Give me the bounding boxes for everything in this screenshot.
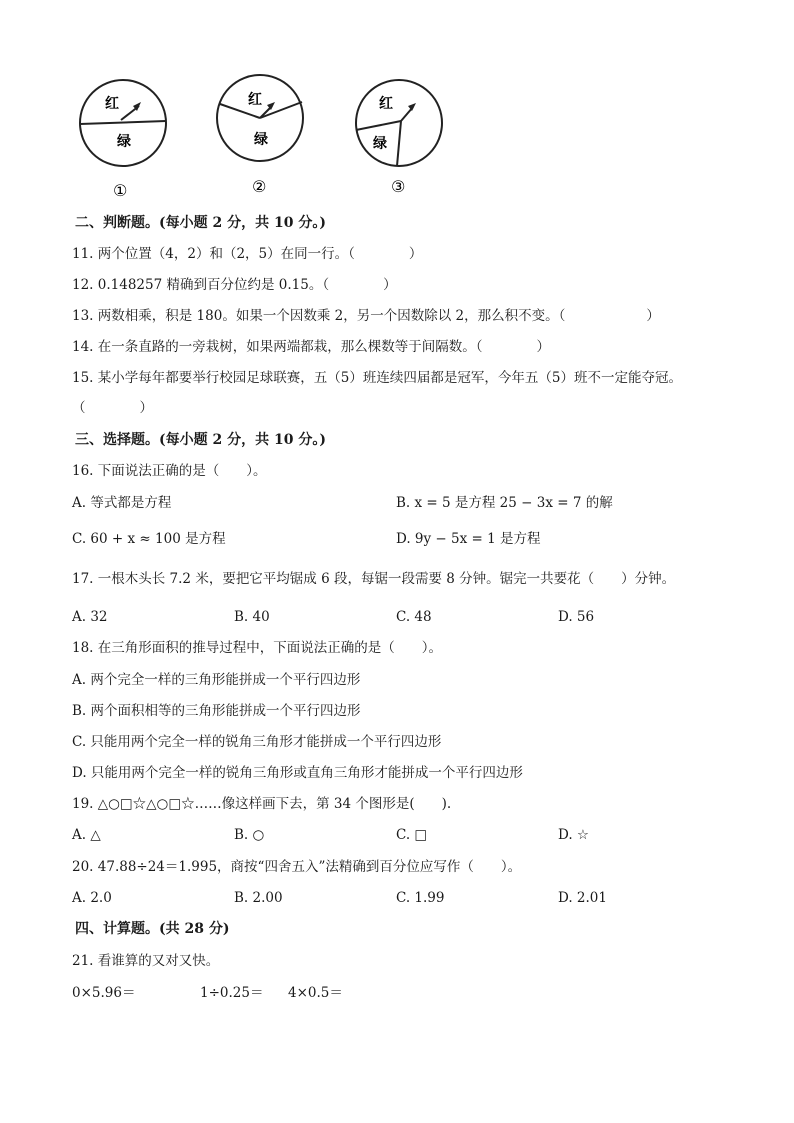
spinner-1-number: ① bbox=[113, 181, 128, 200]
question-19-option-a: A. △ bbox=[72, 827, 101, 843]
question-18-option-b: B. 两个面积相等的三角形能拼成一个平行四边形 bbox=[72, 703, 361, 719]
spinner-3 bbox=[353, 78, 453, 202]
question-16-option-b: B. x = 5 是方程 25 − 3x = 7 的解 bbox=[396, 495, 613, 511]
question-19-option-c: C. □ bbox=[396, 827, 428, 843]
spinner-2-number: ② bbox=[252, 177, 267, 196]
question-17-option-d: D. 56 bbox=[558, 609, 595, 625]
question-20-option-a: A. 2.0 bbox=[72, 890, 112, 906]
spinner-2-green-label: 绿 bbox=[254, 132, 268, 148]
spinner-2 bbox=[214, 74, 314, 198]
spinner-1-red-label: 红 bbox=[105, 96, 119, 112]
spinner-3-green-label: 绿 bbox=[373, 136, 387, 152]
question-16-option-a: A. 等式都是方程 bbox=[72, 495, 172, 511]
question-12: 12. 0.148257 精确到百分位约是 0.15。（ ） bbox=[72, 277, 397, 293]
spinner-3-red-label: 红 bbox=[379, 96, 393, 112]
question-15-answer: （ ） bbox=[72, 400, 153, 416]
question-18-stem: 18. 在三角形面积的推导过程中，下面说法正确的是（ ）。 bbox=[72, 640, 443, 656]
spinner-1-green-label: 绿 bbox=[117, 134, 131, 150]
question-17-stem: 17. 一根木头长 7.2 米，要把它平均锯成 6 段，每锯一段需要 8 分钟。锯完一共要花（ ）分钟。 bbox=[72, 571, 676, 587]
spinner-2-red-label: 红 bbox=[248, 92, 262, 108]
spinner-1 bbox=[75, 78, 175, 202]
question-18-option-c: C. 只能用两个完全一样的锐角三角形才能拼成一个平行四边形 bbox=[72, 734, 442, 750]
question-17-option-b: B. 40 bbox=[234, 609, 270, 625]
question-14: 14. 在一条直路的一旁栽树，如果两端都栽，那么棵数等于间隔数。（ ） bbox=[72, 339, 551, 355]
question-18-option-d: D. 只能用两个完全一样的锐角三角形或直角三角形才能拼成一个平行四边形 bbox=[72, 765, 523, 781]
calc-expression-3: 4×0.5＝ bbox=[288, 985, 343, 1001]
question-21-stem: 21. 看谁算的又对又快。 bbox=[72, 953, 220, 969]
question-19-option-d: D. ☆ bbox=[558, 827, 590, 843]
section-judge-title: 二、判断题。(每小题 2 分，共 10 分。) bbox=[75, 215, 326, 231]
question-19-option-b: B. ○ bbox=[234, 827, 265, 843]
question-20-option-b: B. 2.00 bbox=[234, 890, 283, 906]
question-16-option-d: D. 9y − 5x = 1 是方程 bbox=[396, 531, 541, 547]
question-19-stem: 19. △○□☆△○□☆……像这样画下去，第 34 个图形是( ). bbox=[72, 796, 452, 812]
question-13: 13. 两数相乘，积是 180。如果一个因数乘 2，另一个因数除以 2，那么积不变。（ ） bbox=[72, 308, 660, 324]
question-16-stem: 16. 下面说法正确的是（ ）。 bbox=[72, 463, 267, 479]
spinner-3-number: ③ bbox=[391, 177, 406, 196]
section-calc-title: 四、计算题。(共 28 分) bbox=[75, 921, 230, 937]
section-choice-title: 三、选择题。(每小题 2 分，共 10 分。) bbox=[75, 432, 326, 448]
question-11: 11. 两个位置（4，2）和（2，5）在同一行。（ ） bbox=[72, 246, 423, 262]
question-20-option-d: D. 2.01 bbox=[558, 890, 607, 906]
question-20-option-c: C. 1.99 bbox=[396, 890, 445, 906]
question-16-option-c: C. 60 + x ≈ 100 是方程 bbox=[72, 531, 226, 547]
question-17-option-c: C. 48 bbox=[396, 609, 432, 625]
question-20-stem: 20. 47.88÷24＝1.995，商按“四舍五入”法精确到百分位应写作（ ）。 bbox=[72, 859, 522, 875]
calc-expression-1: 0×5.96＝ bbox=[72, 985, 136, 1001]
question-15: 15. 某小学每年都要举行校园足球联赛，五（5）班连续四届都是冠军，今年五（5）班不一定能夺冠。 bbox=[72, 370, 682, 386]
question-17-option-a: A. 32 bbox=[72, 609, 108, 625]
question-18-option-a: A. 两个完全一样的三角形能拼成一个平行四边形 bbox=[72, 672, 361, 688]
calc-expression-2: 1÷0.25＝ bbox=[200, 985, 264, 1001]
